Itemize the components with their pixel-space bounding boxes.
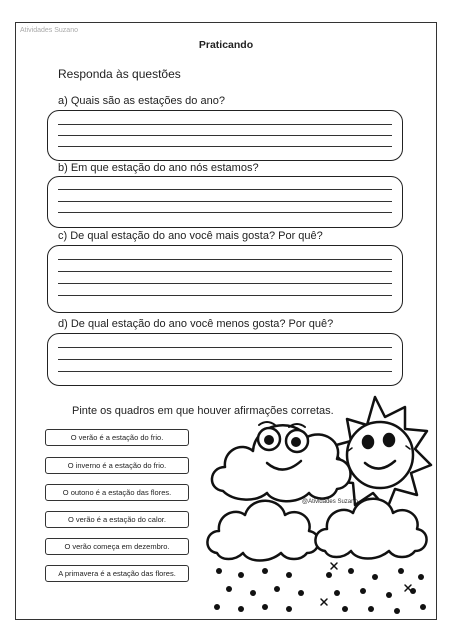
question-c: c) De qual estação do ano você mais gosta? Por quê?: [58, 230, 323, 242]
watermark: Atividades Suzano: [20, 27, 78, 34]
rain-drops: [214, 568, 426, 614]
question-d: d) De qual estação do ano você menos gosta? Por quê?: [58, 318, 334, 330]
question-b: b) Em que estação do ano nós estamos?: [58, 162, 259, 174]
smiling-cloud-icon: [212, 422, 351, 501]
answer-box-b[interactable]: [47, 176, 403, 228]
snowflakes: [321, 563, 411, 605]
rain-cloud-icon: [315, 499, 426, 559]
paint-instruction: Pinte os quadros em que houver afirmações corretas.: [72, 405, 334, 417]
question-a: a) Quais são as estações do ano?: [58, 95, 225, 107]
page-title: Praticando: [198, 39, 254, 51]
statement-box[interactable]: O outono é a estação das flores.: [45, 484, 189, 501]
rain-cloud-icon: [207, 501, 318, 561]
statement-box[interactable]: O inverno é a estação do frio.: [45, 457, 189, 474]
weather-illustration: [205, 395, 435, 617]
statement-box[interactable]: O verão começa em dezembro.: [45, 538, 189, 555]
illustration-credit: @Atividades Suzano: [302, 499, 358, 505]
statement-box[interactable]: A primavera é a estação das flores.: [45, 565, 189, 582]
answer-box-c[interactable]: [47, 245, 403, 313]
answer-box-a[interactable]: [47, 110, 403, 161]
instruction: Responda às questões: [58, 67, 181, 81]
answer-box-d[interactable]: [47, 333, 403, 386]
statement-box[interactable]: O verão é a estação do calor.: [45, 511, 189, 528]
statement-box[interactable]: O verão é a estação do frio.: [45, 429, 189, 446]
smiling-sun-icon: [329, 397, 431, 509]
